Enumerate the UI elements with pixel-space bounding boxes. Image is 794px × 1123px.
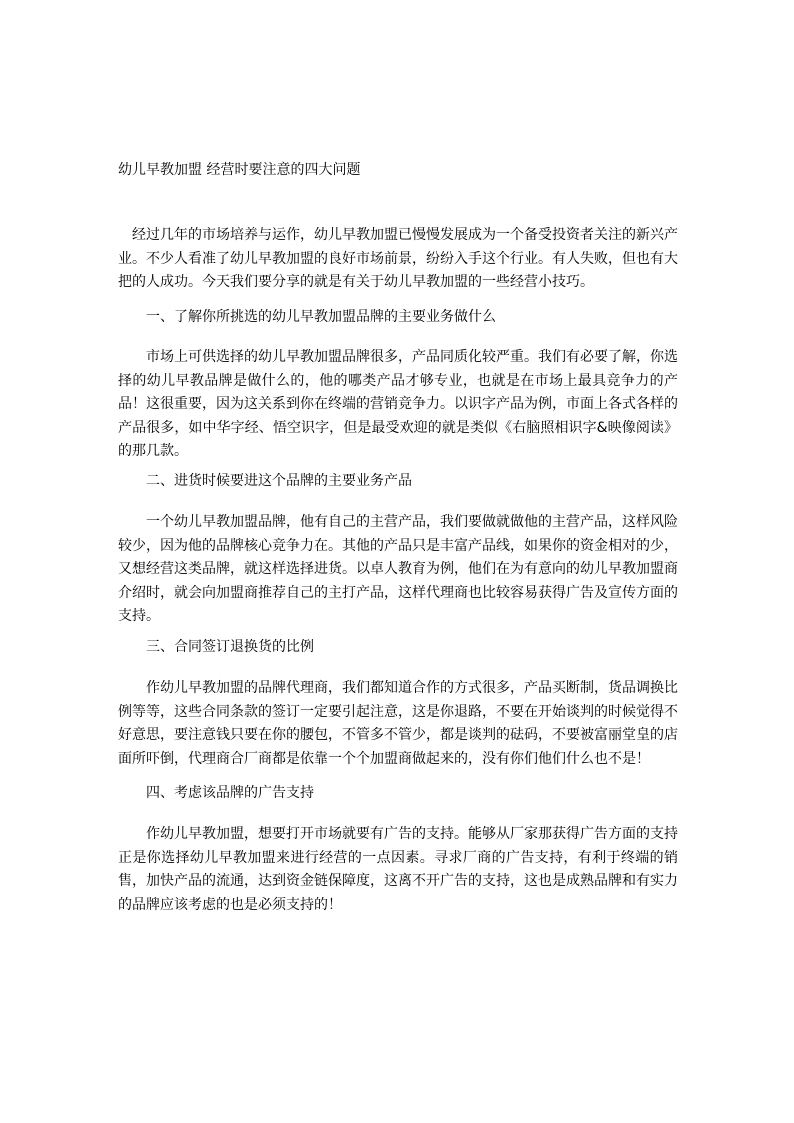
document-title: 幼儿早教加盟 经营时要注意的四大问题 [118,162,361,178]
section-1-heading: 一、了解你所挑选的幼儿早教加盟品牌的主要业务做什么 [146,309,496,325]
section-2-heading: 二、进货时候要进这个品牌的主要业务产品 [146,473,412,489]
section-4-heading: 四、考虑该品牌的广告支持 [146,785,314,801]
section-4-body: 作幼儿早教加盟，想要打开市场就要有广告的支持。能够从厂家那获得广告方面的支持正是你选择幼儿早教加盟来进行经营的一点因素。寻求厂商的广告支持，有利于终端的销售，加快产品的流通，达到资金链保障度，这离不开广告的支持，这也是成熟品牌和有实力的品牌应该考虑的也是必须支持的！ [118,826,678,913]
section-3-heading: 三、合同签订退换货的比例 [146,639,314,655]
section-3-body: 作幼儿早教加盟的品牌代理商，我们都知道合作的方式很多，产品买断制，货品调换比例等等，这些合同条款的签订一定要引起注意，这是你退路，不要在开始谈判的时候觉得不好意思，要注意钱只要在你的腰包，不管多不管少，都是谈判的砝码，不要被富丽堂皇的店面所吓倒，代理商合厂商都是依靠一个个加盟商做起来的，没有你们他们什么也不是！ [118,680,678,767]
intro-paragraph: 经过几年的市场培养与运作，幼儿早教加盟已慢慢发展成为一个备受投资者关注的新兴产业。不少人看准了幼儿早教加盟的良好市场前景，纷纷入手这个行业。有人失败，但也有大把的人成功。今天我们要分享的就是有关于幼儿早教加盟的一些经营小技巧。 [118,227,678,290]
section-2-body: 一个幼儿早教加盟品牌，他有自己的主营产品，我们要做就做他的主营产品，这样风险较少，因为他的品牌核心竞争力在。其他的产品只是丰富产品线，如果你的资金相对的少，又想经营这类品牌，就这样选择进货。以卓人教育为例，他们在为有意向的幼儿早教加盟商介绍时，就会向加盟商推荐自己的主打产品，这样代理商也比较容易获得广告及宣传方面的支持。 [118,514,678,624]
section-1-body: 市场上可供选择的幼儿早教加盟品牌很多，产品同质化较严重。我们有必要了解，你选择的幼儿早教品牌是做什么的，他的哪类产品才够专业，也就是在市场上最具竞争力的产品！这很重要，因为这关系到你在终端的营销竞争力。以识字产品为例，市面上各式各样的产品很多，如中华字经、悟空识字，但是最受欢迎的就是类似《右脑照相识字&映像阅读》的那几款。 [118,349,678,459]
